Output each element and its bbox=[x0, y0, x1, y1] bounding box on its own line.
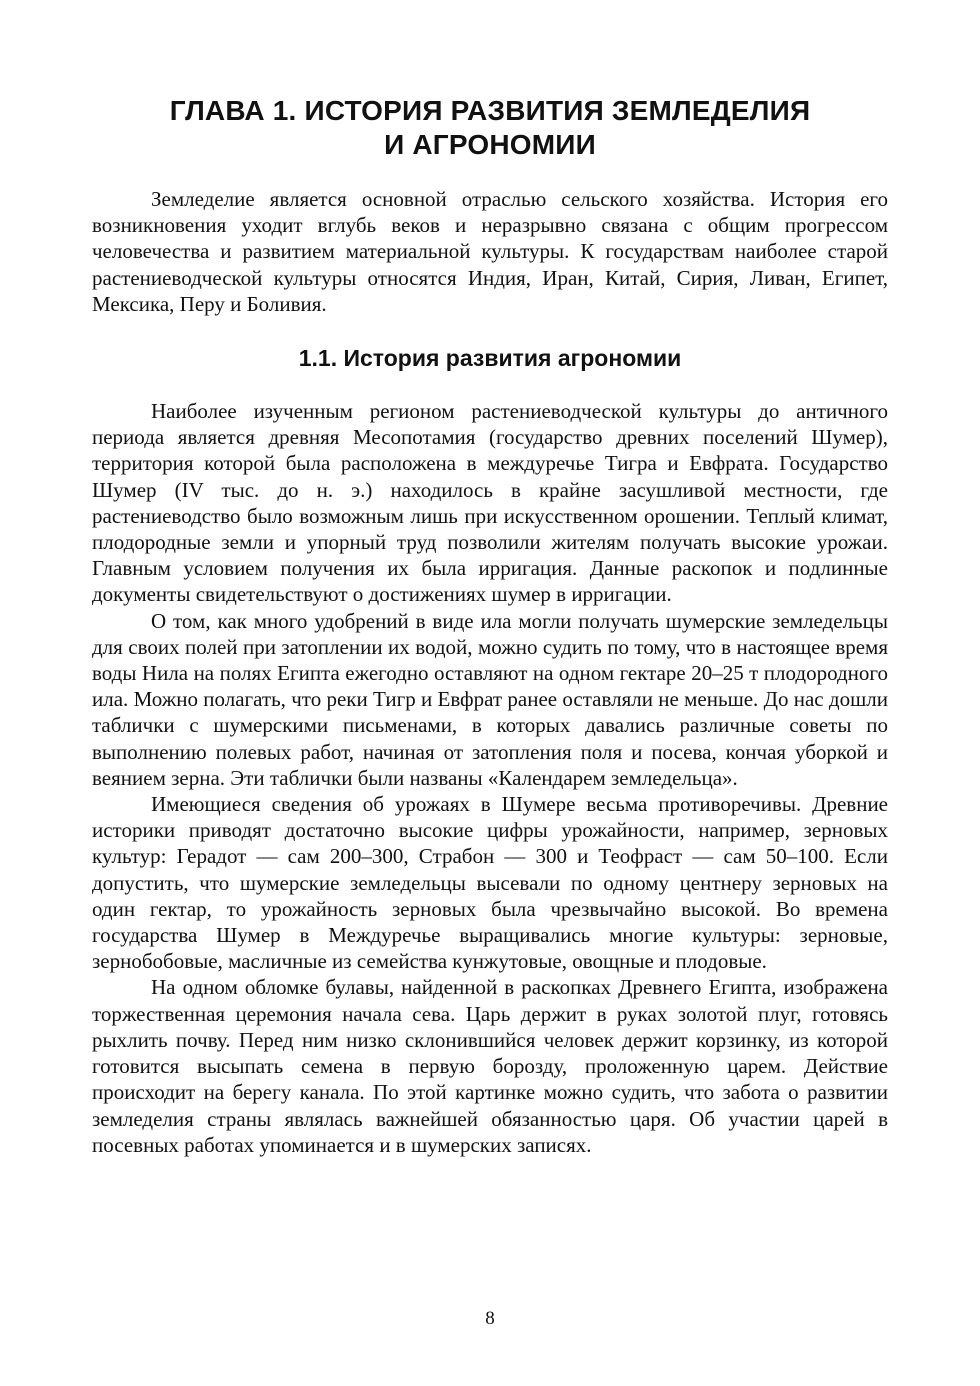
section-paragraph-2: О том, как много удобрений в виде ила могли получать шумерские земледельцы для своих полей при затоплении их водой, можно судить по тому, что в настоящее время воды Нила на полях Египта ежегодно оставляют на одном гектаре 20–25 т плодородного ила. Можно полагать, что реки Тигр и Евфрат ранее оставляли не меньше. До нас дошли таблички с шумерскими письменами, в которых давались различные советы по выполнению полевых работ, начиная от затопления поля и посева, кончая уборкой и веянием зерна. Эти таблички были названы «Календарем земледельца». bbox=[92, 608, 888, 790]
section-paragraph-1: Наиболее изученным регионом растениеводческой культуры до античного периода является древняя Месопотамия (государство древних поселений Шумер), территория которой была расположена в междуречье Тигра и Евфрата. Государство Шумер (IV тыс. до н. э.) находилось в крайне засушливой местности, где растениеводство было возможным лишь при искусственном орошении. Теплый климат, плодородные земли и упорный труд позволили жителям получать высокие урожаи. Главным условием получения их была ирригация. Данные раскопок и подлинные документы свидетельствуют о достижениях шумер в ирригации. bbox=[92, 399, 888, 607]
page-number: 8 bbox=[485, 1308, 495, 1329]
chapter-title-line-2: И АГРОНОМИИ bbox=[384, 129, 596, 160]
section-title: 1.1. История развития агрономии bbox=[298, 345, 682, 372]
section-paragraph-3: Имеющиеся сведения об урожаях в Шумере весьма противоречивы. Древние историки приводят достаточно высокие цифры урожайности, например, зерновых культур: Герадот — сам 200–300, Страбон — 300 и Теофраст — сам 50–100. Если допустить, что шумерские земледельцы высевали по одному центнеру зерновых на один гектар, то урожайность зерновых была чрезвычайно высокой. Во времена государства Шумер в Междуречье выращивались многие культуры: зерновые, зернобобовые, масличные из семейства кунжутовые, овощные и плодовые. bbox=[92, 792, 888, 974]
chapter-title-line-1: ГЛАВА 1. ИСТОРИЯ РАЗВИТИЯ ЗЕМЛЕДЕЛИЯ bbox=[169, 95, 811, 126]
page-body bbox=[92, 88, 888, 1158]
section-paragraph-4: На одном обломке булавы, найденной в раскопках Древнего Египта, изображена торжественная церемония начала сева. Царь держит в руках золотой плуг, готовясь рыхлить почву. Перед ним низко склонившийся человек держит корзинку, из которой готовится высыпать семена в первую борозду, проложенную царем. Действие происходит на берегу канала. По этой картинке можно судить, что забота о развитии земледелия страны являлась важнейшей обязанностью царя. Об участии царей в посевных работах упоминается и в шумерских записях. bbox=[92, 975, 888, 1157]
chapter-intro-paragraph: Земледелие является основной отраслью сельского хозяйства. История его возникновения уходит вглубь веков и неразрывно связана с общим прогрессом человечества и развитием материальной культуры. К государствам наиболее старой растениеводческой культуры относятся Индия, Иран, Китай, Сирия, Ливан, Египет, Мексика, Перу и Боливия. bbox=[92, 187, 888, 316]
chapter-title bbox=[92, 94, 888, 162]
